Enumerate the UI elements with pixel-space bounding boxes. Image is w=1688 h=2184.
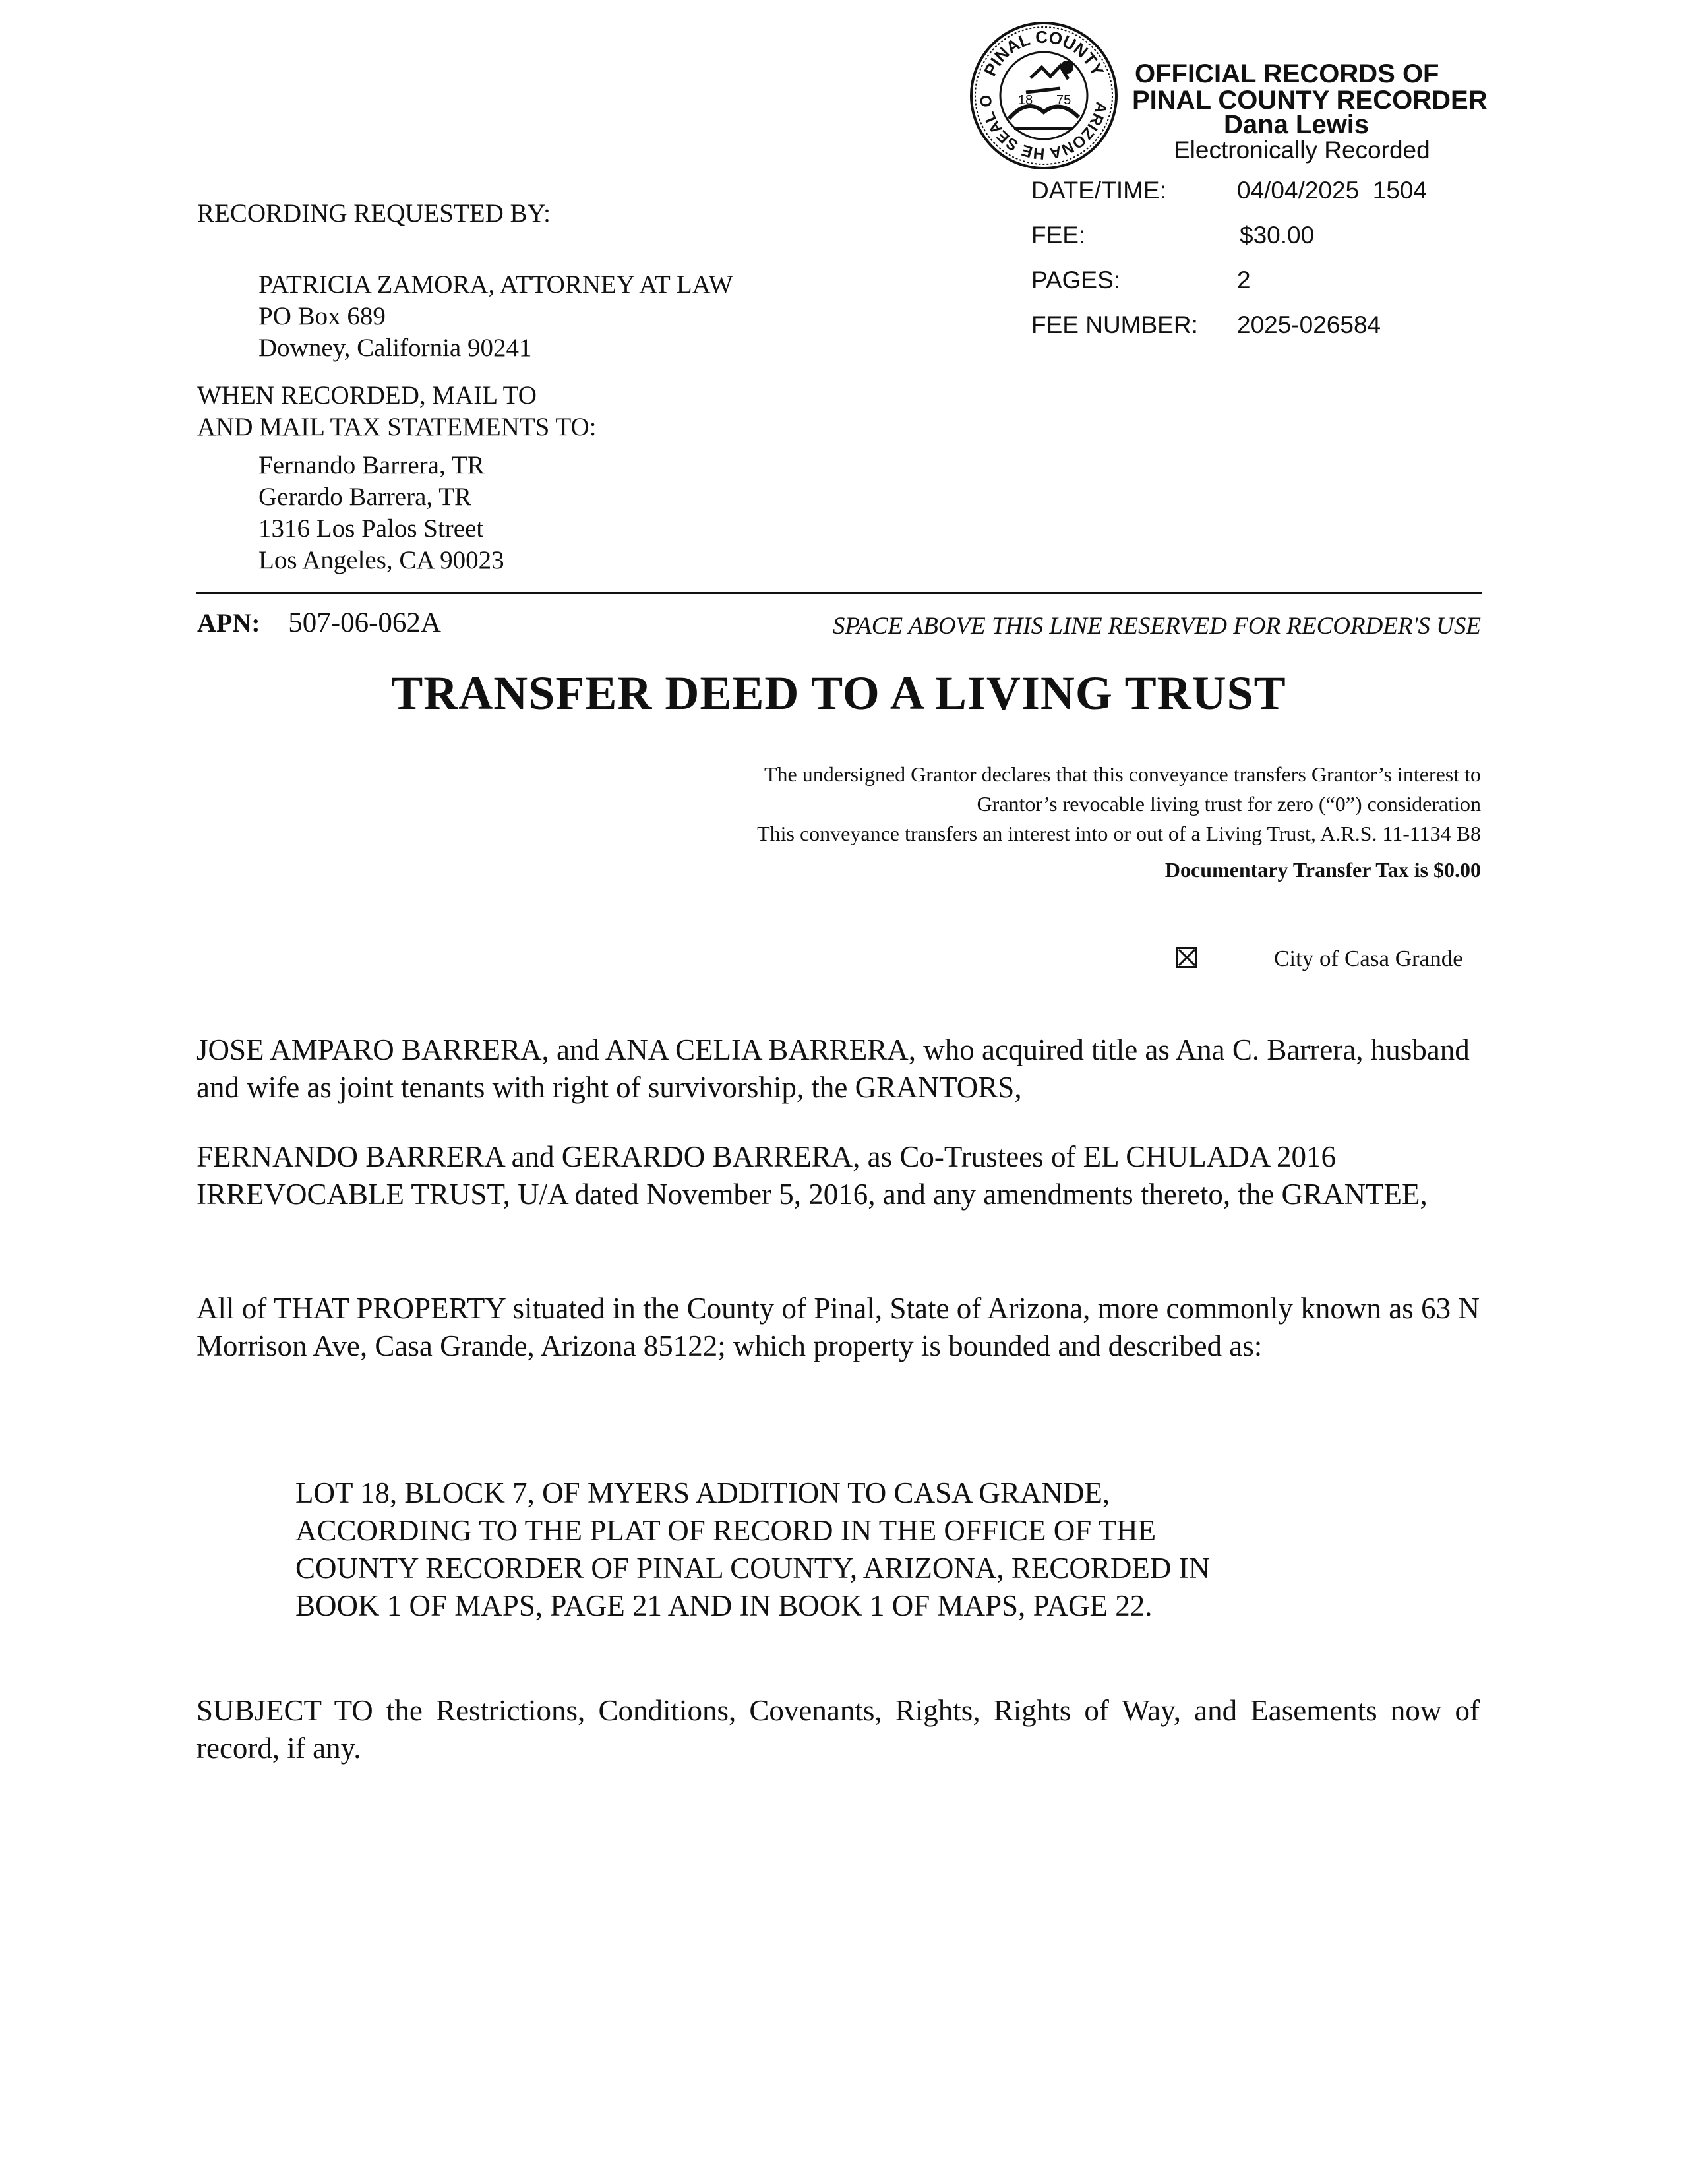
mail-to-address [258,450,504,576]
seal-year-right: 75 [1056,93,1071,107]
declaration-line-2: Grantor’s revocable living trust for zero (“0”) consideration [977,792,1481,816]
subject-to-paragraph: SUBJECT TO the Restrictions, Conditions, Covenants, Rights, Rights of Way, and Easements now of record, if any. [196,1694,1480,1765]
seal-ring-left: HE SEAL O [977,94,1046,163]
legal-description [295,1474,1210,1625]
requested-by-line: Downey, California 90241 [258,334,532,362]
legal-line: ACCORDING TO THE PLAT OF RECORD IN THE OFFICE OF THE [295,1514,1157,1547]
seal-ring-right: ARIZONA [1048,100,1110,162]
legal-line: COUNTY RECORDER OF PINAL COUNTY, ARIZONA, RECORDED IN [295,1552,1211,1585]
seal-graphic [968,20,1120,171]
recorder-line-1: OFFICIAL RECORDS OF [1135,59,1439,88]
mail-to-heading [197,380,597,443]
apn-value: 507-06-062A [288,607,441,638]
grantee-paragraph: FERNANDO BARRERA and GERARDO BARRERA, as Co-Trustees of EL CHULADA 2016 IRREVOCABLE TRUST, U/A dated November 5, 2016, and any amendments thereto, the GRANTEE, [196,1140,1428,1211]
apn-row [197,607,441,639]
city-checkbox[interactable] [1176,947,1197,968]
mail-to-line: Fernando Barrera, TR [258,451,485,479]
requested-by-address [258,269,733,364]
mail-to-line: Gerardo Barrera, TR [258,483,472,511]
recorder-line-2: PINAL COUNTY RECORDER [1132,86,1488,115]
declaration-block [558,760,1481,885]
requested-by-line: PATRICIA ZAMORA, ATTORNEY AT LAW [258,270,733,299]
field-fee-label: FEE: [1031,222,1086,249]
field-fee-number-label: FEE NUMBER: [1031,311,1198,338]
mail-to-line: 1316 Los Palos Street [258,514,484,543]
recorder-line-3: Dana Lewis [1224,110,1370,139]
recorder-line-4: Electronically Recorded [1174,136,1430,164]
requested-by-line: PO Box 689 [258,302,386,330]
field-pages-label: PAGES: [1031,266,1121,293]
field-fee-number-value: 2025-026584 [1237,311,1381,338]
field-datetime-label: DATE/TIME: [1031,177,1166,204]
reserved-note: SPACE ABOVE THIS LINE RESERVED FOR RECORDER'S USE [832,613,1481,640]
declaration-line-1: The undersigned Grantor declares that this conveyance transfers Grantor’s interest to [764,762,1481,786]
field-pages-value: 2 [1237,266,1251,293]
seal-ring-top: PINAL COUNTY [979,26,1108,79]
apn-label: APN: [197,608,260,638]
property-paragraph: All of THAT PROPERTY situated in the County of Pinal, State of Arizona, more commonly known as 63 N Morrison Ave, Casa Grande, Arizona 85122; which property is bounded and described as: [196,1292,1480,1362]
document-title: TRANSFER DEED TO A LIVING TRUST [391,667,1286,719]
declaration-line-3: This conveyance transfers an interest into or out of a Living Trust, A.R.S. 11-1134 B8 [757,822,1481,845]
legal-line: LOT 18, BLOCK 7, OF MYERS ADDITION TO CASA GRANDE, [295,1476,1110,1509]
city-label: City of Casa Grande [1274,946,1463,971]
mail-to-heading-line-1: WHEN RECORDED, MAIL TO [197,381,537,410]
county-seal [968,20,1120,171]
recorder-divider [196,592,1482,594]
seal-year-left: 18 [1018,93,1033,107]
transfer-tax-line: Documentary Transfer Tax is $0.00 [1164,858,1481,882]
field-datetime-value: 04/04/2025 1504 [1237,177,1428,204]
legal-line: BOOK 1 OF MAPS, PAGE 21 AND IN BOOK 1 OF MAPS, PAGE 22. [295,1589,1153,1622]
field-fee-value: $30.00 [1240,222,1315,249]
mail-to-heading-line-2: AND MAIL TAX STATEMENTS TO: [197,413,597,441]
mail-to-line: Los Angeles, CA 90023 [258,546,504,574]
grantors-paragraph: JOSE AMPARO BARRERA, and ANA CELIA BARRERA, who acquired title as Ana C. Barrera, husband and wife as joint tenants with right of survivorship, the GRANTORS, [196,1033,1470,1104]
requested-by-heading: RECORDING REQUESTED BY: [197,199,551,228]
